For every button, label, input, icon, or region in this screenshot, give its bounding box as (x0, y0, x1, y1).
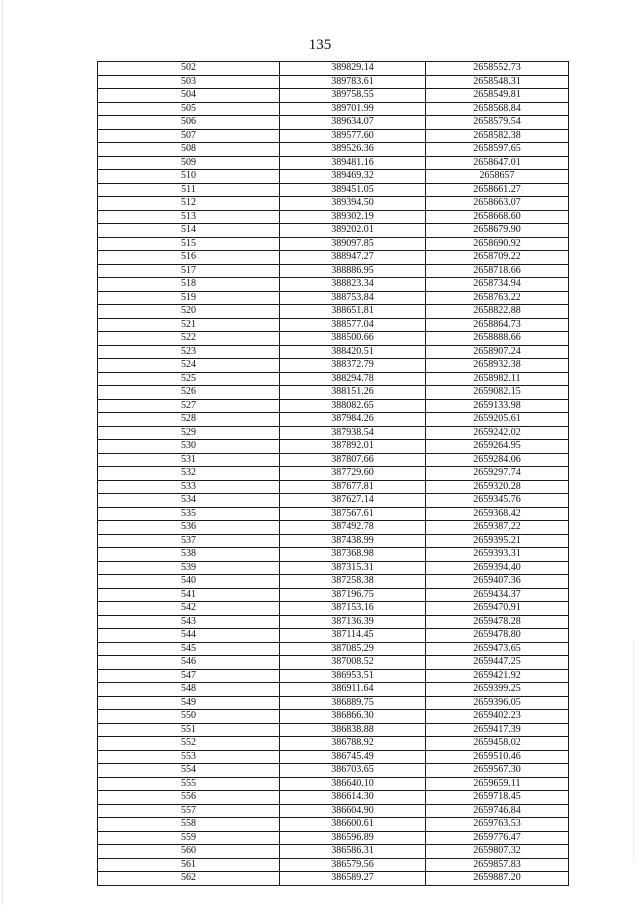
point-number-cell: 503 (98, 75, 280, 89)
y-coordinate-cell: 2658549.81 (426, 89, 569, 103)
y-coordinate-cell: 2659205.61 (426, 413, 569, 427)
point-number-cell: 527 (98, 399, 280, 413)
point-number-cell: 510 (98, 170, 280, 184)
point-number-cell: 504 (98, 89, 280, 103)
table-row (98, 615, 569, 629)
table-row (98, 116, 569, 130)
point-number-cell: 531 (98, 453, 280, 467)
page-number: 135 (308, 37, 332, 53)
table-row (98, 588, 569, 602)
x-coordinate-cell: 388753.84 (280, 291, 426, 305)
x-coordinate-cell: 386589.27 (280, 872, 426, 886)
x-coordinate-cell: 389451.05 (280, 183, 426, 197)
x-coordinate-cell: 386866.30 (280, 710, 426, 724)
point-number-cell: 559 (98, 831, 280, 845)
y-coordinate-cell: 2659082.15 (426, 386, 569, 400)
table-row (98, 224, 569, 238)
table-row (98, 872, 569, 886)
x-coordinate-cell: 388500.66 (280, 332, 426, 346)
point-number-cell: 519 (98, 291, 280, 305)
table-row (98, 426, 569, 440)
x-coordinate-cell: 387008.52 (280, 656, 426, 670)
y-coordinate-cell: 2658647.01 (426, 156, 569, 170)
point-number-cell: 542 (98, 602, 280, 616)
table-row (98, 494, 569, 508)
y-coordinate-cell: 2659510.46 (426, 750, 569, 764)
point-number-cell: 556 (98, 791, 280, 805)
x-coordinate-cell: 386953.51 (280, 669, 426, 683)
y-coordinate-cell: 2659421.92 (426, 669, 569, 683)
x-coordinate-cell: 388651.81 (280, 305, 426, 319)
point-number-cell: 530 (98, 440, 280, 454)
point-number-cell: 533 (98, 480, 280, 494)
table-row (98, 413, 569, 427)
y-coordinate-cell: 2658734.94 (426, 278, 569, 292)
point-number-cell: 532 (98, 467, 280, 481)
table-row (98, 156, 569, 170)
x-coordinate-cell: 387807.66 (280, 453, 426, 467)
y-coordinate-cell: 2659393.31 (426, 548, 569, 562)
point-number-cell: 552 (98, 737, 280, 751)
y-coordinate-cell: 2659718.45 (426, 791, 569, 805)
x-coordinate-cell: 387729.60 (280, 467, 426, 481)
table-row (98, 561, 569, 575)
point-number-cell: 508 (98, 143, 280, 157)
x-coordinate-cell: 388151.26 (280, 386, 426, 400)
x-coordinate-cell: 389097.85 (280, 237, 426, 251)
x-coordinate-cell: 387984.26 (280, 413, 426, 427)
point-number-cell: 550 (98, 710, 280, 724)
point-number-cell: 538 (98, 548, 280, 562)
x-coordinate-cell: 388947.27 (280, 251, 426, 265)
point-number-cell: 506 (98, 116, 280, 130)
point-number-cell: 534 (98, 494, 280, 508)
x-coordinate-cell: 388372.79 (280, 359, 426, 373)
y-coordinate-cell: 2659396.05 (426, 696, 569, 710)
point-number-cell: 551 (98, 723, 280, 737)
point-number-cell: 509 (98, 156, 280, 170)
point-number-cell: 524 (98, 359, 280, 373)
x-coordinate-cell: 389758.55 (280, 89, 426, 103)
x-coordinate-cell: 389394.50 (280, 197, 426, 211)
y-coordinate-cell: 2658663.07 (426, 197, 569, 211)
point-number-cell: 526 (98, 386, 280, 400)
x-coordinate-cell: 387938.54 (280, 426, 426, 440)
point-number-cell: 541 (98, 588, 280, 602)
x-coordinate-cell: 386579.56 (280, 858, 426, 872)
x-coordinate-cell: 388420.51 (280, 345, 426, 359)
table-row (98, 858, 569, 872)
y-coordinate-cell: 2659368.42 (426, 507, 569, 521)
y-coordinate-cell: 2659387.22 (426, 521, 569, 535)
point-number-cell: 543 (98, 615, 280, 629)
table-row (98, 251, 569, 265)
table-row (98, 237, 569, 251)
y-coordinate-cell: 2659297.74 (426, 467, 569, 481)
x-coordinate-cell: 389634.07 (280, 116, 426, 130)
x-coordinate-cell: 386586.31 (280, 845, 426, 859)
table-row (98, 710, 569, 724)
x-coordinate-cell: 389701.99 (280, 102, 426, 116)
table-row (98, 723, 569, 737)
y-coordinate-cell: 2659473.65 (426, 642, 569, 656)
x-coordinate-cell: 389526.36 (280, 143, 426, 157)
y-coordinate-cell: 2658864.73 (426, 318, 569, 332)
table-row (98, 143, 569, 157)
table-row (98, 305, 569, 319)
point-number-cell: 528 (98, 413, 280, 427)
y-coordinate-cell: 2658661.27 (426, 183, 569, 197)
table-row (98, 399, 569, 413)
scan-edge-left (2, 0, 3, 905)
point-number-cell: 514 (98, 224, 280, 238)
x-coordinate-cell: 389829.14 (280, 62, 426, 76)
table-row (98, 629, 569, 643)
y-coordinate-cell: 2658907.24 (426, 345, 569, 359)
table-row (98, 467, 569, 481)
point-number-cell: 517 (98, 264, 280, 278)
point-number-cell: 536 (98, 521, 280, 535)
table-row (98, 669, 569, 683)
y-coordinate-cell: 2659567.30 (426, 764, 569, 778)
y-coordinate-cell: 2658932.38 (426, 359, 569, 373)
point-number-cell: 562 (98, 872, 280, 886)
table-row (98, 170, 569, 184)
table-row (98, 831, 569, 845)
y-coordinate-cell: 2658657 (426, 170, 569, 184)
point-number-cell: 523 (98, 345, 280, 359)
point-number-cell: 544 (98, 629, 280, 643)
point-number-cell: 520 (98, 305, 280, 319)
table-row (98, 818, 569, 832)
table-row (98, 75, 569, 89)
point-number-cell: 547 (98, 669, 280, 683)
table-row (98, 575, 569, 589)
y-coordinate-cell: 2659776.47 (426, 831, 569, 845)
table-row (98, 332, 569, 346)
x-coordinate-cell: 389202.01 (280, 224, 426, 238)
x-coordinate-cell: 387892.01 (280, 440, 426, 454)
y-coordinate-cell: 2659407.36 (426, 575, 569, 589)
x-coordinate-cell: 387315.31 (280, 561, 426, 575)
point-number-cell: 561 (98, 858, 280, 872)
point-number-cell: 535 (98, 507, 280, 521)
point-number-cell: 522 (98, 332, 280, 346)
x-coordinate-cell: 387114.45 (280, 629, 426, 643)
y-coordinate-cell: 2659402.23 (426, 710, 569, 724)
point-number-cell: 525 (98, 372, 280, 386)
y-coordinate-cell: 2658763.22 (426, 291, 569, 305)
y-coordinate-cell: 2659417.39 (426, 723, 569, 737)
y-coordinate-cell: 2658552.73 (426, 62, 569, 76)
y-coordinate-cell: 2659807.32 (426, 845, 569, 859)
point-number-cell: 548 (98, 683, 280, 697)
x-coordinate-cell: 387492.78 (280, 521, 426, 535)
x-coordinate-cell: 389577.60 (280, 129, 426, 143)
point-number-cell: 537 (98, 534, 280, 548)
x-coordinate-cell: 387627.14 (280, 494, 426, 508)
table-row (98, 291, 569, 305)
table-row (98, 102, 569, 116)
y-coordinate-cell: 2658982.11 (426, 372, 569, 386)
y-coordinate-cell: 2659345.76 (426, 494, 569, 508)
table-row (98, 440, 569, 454)
table-row (98, 683, 569, 697)
point-number-cell: 555 (98, 777, 280, 791)
x-coordinate-cell: 386745.49 (280, 750, 426, 764)
x-coordinate-cell: 389481.16 (280, 156, 426, 170)
y-coordinate-cell: 2659320.28 (426, 480, 569, 494)
table-row (98, 602, 569, 616)
point-number-cell: 516 (98, 251, 280, 265)
y-coordinate-cell: 2659763.53 (426, 818, 569, 832)
point-number-cell: 553 (98, 750, 280, 764)
y-coordinate-cell: 2659746.84 (426, 804, 569, 818)
x-coordinate-cell: 386788.92 (280, 737, 426, 751)
table-row (98, 345, 569, 359)
y-coordinate-cell: 2659394.40 (426, 561, 569, 575)
x-coordinate-cell: 386911.64 (280, 683, 426, 697)
coordinates-table (97, 61, 569, 886)
table-row (98, 642, 569, 656)
x-coordinate-cell: 388823.34 (280, 278, 426, 292)
x-coordinate-cell: 386838.88 (280, 723, 426, 737)
y-coordinate-cell: 2659434.37 (426, 588, 569, 602)
table-row (98, 210, 569, 224)
coordinates-table-body (98, 62, 569, 886)
point-number-cell: 502 (98, 62, 280, 76)
x-coordinate-cell: 387196.75 (280, 588, 426, 602)
table-row (98, 791, 569, 805)
table-row (98, 804, 569, 818)
y-coordinate-cell: 2659447.25 (426, 656, 569, 670)
y-coordinate-cell: 2658822.88 (426, 305, 569, 319)
table-row (98, 62, 569, 76)
table-row (98, 845, 569, 859)
point-number-cell: 554 (98, 764, 280, 778)
point-number-cell: 512 (98, 197, 280, 211)
x-coordinate-cell: 386596.89 (280, 831, 426, 845)
x-coordinate-cell: 387136.39 (280, 615, 426, 629)
table-row (98, 764, 569, 778)
y-coordinate-cell: 2658718.66 (426, 264, 569, 278)
y-coordinate-cell: 2659478.80 (426, 629, 569, 643)
y-coordinate-cell: 2658888.66 (426, 332, 569, 346)
y-coordinate-cell: 2659264.95 (426, 440, 569, 454)
y-coordinate-cell: 2659478.28 (426, 615, 569, 629)
x-coordinate-cell: 386703.65 (280, 764, 426, 778)
x-coordinate-cell: 386640.10 (280, 777, 426, 791)
table-row (98, 507, 569, 521)
table-row (98, 183, 569, 197)
point-number-cell: 557 (98, 804, 280, 818)
table-row (98, 548, 569, 562)
table-row (98, 89, 569, 103)
y-coordinate-cell: 2659399.25 (426, 683, 569, 697)
point-number-cell: 511 (98, 183, 280, 197)
point-number-cell: 549 (98, 696, 280, 710)
point-number-cell: 546 (98, 656, 280, 670)
table-row (98, 359, 569, 373)
point-number-cell: 521 (98, 318, 280, 332)
y-coordinate-cell: 2658579.54 (426, 116, 569, 130)
scan-edge-right (633, 640, 634, 860)
y-coordinate-cell: 2659857.83 (426, 858, 569, 872)
x-coordinate-cell: 386614.30 (280, 791, 426, 805)
table-row (98, 696, 569, 710)
point-number-cell: 539 (98, 561, 280, 575)
point-number-cell: 505 (98, 102, 280, 116)
y-coordinate-cell: 2659458.02 (426, 737, 569, 751)
y-coordinate-cell: 2658548.31 (426, 75, 569, 89)
point-number-cell: 515 (98, 237, 280, 251)
y-coordinate-cell: 2658709.22 (426, 251, 569, 265)
y-coordinate-cell: 2658690.92 (426, 237, 569, 251)
table-row (98, 534, 569, 548)
y-coordinate-cell: 2659659.11 (426, 777, 569, 791)
table-row (98, 129, 569, 143)
table-row (98, 453, 569, 467)
x-coordinate-cell: 387085.29 (280, 642, 426, 656)
x-coordinate-cell: 389302.19 (280, 210, 426, 224)
x-coordinate-cell: 387677.81 (280, 480, 426, 494)
x-coordinate-cell: 388082.65 (280, 399, 426, 413)
table-row (98, 264, 569, 278)
x-coordinate-cell: 389469.32 (280, 170, 426, 184)
point-number-cell: 507 (98, 129, 280, 143)
x-coordinate-cell: 388886.95 (280, 264, 426, 278)
y-coordinate-cell: 2659395.21 (426, 534, 569, 548)
x-coordinate-cell: 386889.75 (280, 696, 426, 710)
table-row (98, 372, 569, 386)
y-coordinate-cell: 2658679.90 (426, 224, 569, 238)
table-row (98, 777, 569, 791)
x-coordinate-cell: 387438.99 (280, 534, 426, 548)
x-coordinate-cell: 386600.61 (280, 818, 426, 832)
point-number-cell: 529 (98, 426, 280, 440)
table-row (98, 737, 569, 751)
y-coordinate-cell: 2659284.06 (426, 453, 569, 467)
point-number-cell: 513 (98, 210, 280, 224)
x-coordinate-cell: 386604.90 (280, 804, 426, 818)
x-coordinate-cell: 388294.78 (280, 372, 426, 386)
y-coordinate-cell: 2658582.38 (426, 129, 569, 143)
table-row (98, 386, 569, 400)
x-coordinate-cell: 387153.16 (280, 602, 426, 616)
table-row (98, 521, 569, 535)
table-row (98, 750, 569, 764)
x-coordinate-cell: 388577.04 (280, 318, 426, 332)
point-number-cell: 540 (98, 575, 280, 589)
table-row (98, 480, 569, 494)
point-number-cell: 558 (98, 818, 280, 832)
table-row (98, 197, 569, 211)
x-coordinate-cell: 387258.38 (280, 575, 426, 589)
y-coordinate-cell: 2659470.91 (426, 602, 569, 616)
x-coordinate-cell: 387567.61 (280, 507, 426, 521)
y-coordinate-cell: 2659242.02 (426, 426, 569, 440)
y-coordinate-cell: 2658568.84 (426, 102, 569, 116)
y-coordinate-cell: 2659887.20 (426, 872, 569, 886)
table-row (98, 656, 569, 670)
y-coordinate-cell: 2658668.60 (426, 210, 569, 224)
table-row (98, 318, 569, 332)
point-number-cell: 518 (98, 278, 280, 292)
table-row (98, 278, 569, 292)
x-coordinate-cell: 387368.98 (280, 548, 426, 562)
point-number-cell: 560 (98, 845, 280, 859)
y-coordinate-cell: 2658597.65 (426, 143, 569, 157)
point-number-cell: 545 (98, 642, 280, 656)
y-coordinate-cell: 2659133.98 (426, 399, 569, 413)
x-coordinate-cell: 389783.61 (280, 75, 426, 89)
